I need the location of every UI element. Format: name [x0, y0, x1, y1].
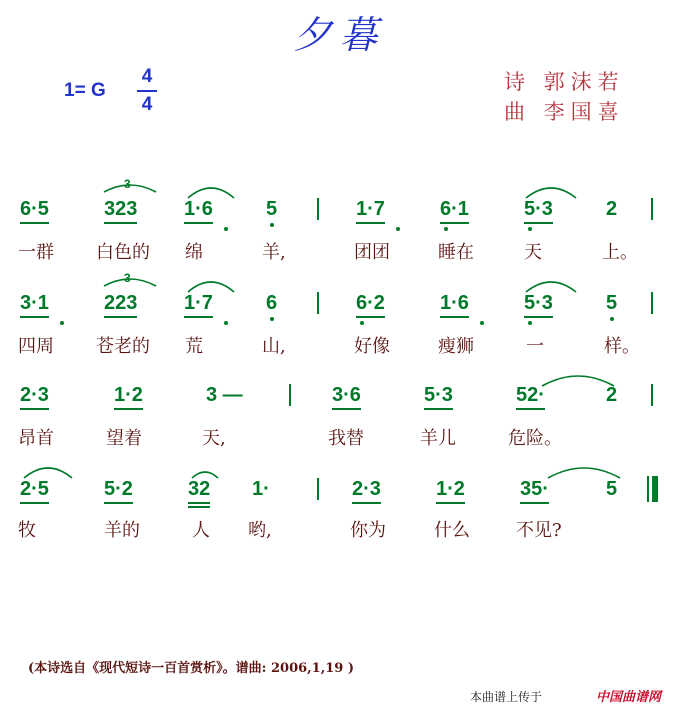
note-group: 5 — [266, 198, 277, 220]
site-logo[interactable]: 中国曲谱网 — [596, 690, 662, 705]
lyric: 你为 — [350, 520, 386, 541]
note-group: 5·2 — [104, 478, 133, 500]
lyric: 危险。 — [508, 428, 562, 449]
triplet-mark: 3 — [124, 271, 131, 285]
lyric: 瘦狮 — [438, 336, 474, 357]
note-group: 1·2 — [114, 384, 143, 406]
barline — [651, 292, 653, 314]
note-group: 1·6 — [440, 292, 469, 314]
note-group: 2 — [606, 198, 618, 220]
note-group: 1· — [252, 478, 270, 500]
song-title: 夕暮 — [293, 13, 386, 57]
note-group: 1·6 — [184, 198, 213, 220]
slur — [544, 460, 624, 480]
note-group: 223 — [104, 292, 137, 314]
note-group: 35· — [520, 478, 549, 500]
triplet-slur — [100, 174, 160, 196]
lyric: 团团 — [354, 242, 390, 263]
barline — [317, 198, 319, 220]
note-group: 5·3 — [524, 292, 553, 314]
lyric: 四周 — [18, 336, 54, 357]
note-group: 2·3 — [352, 478, 381, 500]
note-group: 3·6 — [332, 384, 361, 406]
note-group: 2 — [606, 384, 618, 406]
lyric: 睡在 — [438, 242, 474, 263]
meter-bar — [137, 90, 157, 92]
meter-bottom: 4 — [141, 94, 153, 115]
note-group: 6·5 — [20, 198, 49, 220]
composer-credit: 曲 李国喜 — [504, 100, 625, 124]
note-group: 5·3 — [524, 198, 553, 220]
slur — [184, 274, 238, 294]
note-group: 6 — [266, 292, 277, 314]
slur — [522, 180, 580, 200]
note-group: 32 — [188, 478, 210, 500]
note-group: 2·5 — [20, 478, 49, 500]
note-group: 3·1 — [20, 292, 49, 314]
triplet-mark: 3 — [124, 177, 131, 191]
lyric: 山, — [262, 336, 286, 357]
key-signature: 1= G — [64, 80, 106, 101]
lyric: 人 — [192, 520, 210, 541]
note-group: 5 — [606, 292, 617, 314]
barline — [289, 384, 291, 406]
meter-top: 4 — [141, 66, 153, 87]
lyric: 什么 — [434, 520, 470, 541]
lyric: 牧 — [18, 520, 36, 541]
lyric: 一群 — [18, 242, 54, 263]
lyric: 哟, — [248, 520, 272, 541]
final-barline-thick — [652, 476, 658, 502]
slur — [522, 274, 580, 294]
note-group: 6·2 — [356, 292, 385, 314]
note-group: 3 — — [206, 384, 243, 406]
lyric: 羊儿 — [420, 428, 456, 449]
lyric: 不见? — [516, 520, 562, 541]
note-group: 6·1 — [440, 198, 469, 220]
note-group: 5·3 — [424, 384, 453, 406]
lyric: 天 — [524, 242, 542, 263]
lyric: 白色的 — [96, 242, 150, 263]
lyric: 羊, — [262, 242, 286, 263]
triplet-slur — [100, 268, 160, 290]
lyric: 一 — [526, 336, 544, 357]
lyric: 天, — [202, 428, 226, 449]
note-group: 323 — [104, 198, 137, 220]
note-group: 2·3 — [20, 384, 49, 406]
slur — [20, 460, 76, 480]
barline — [651, 384, 653, 406]
barline — [317, 478, 319, 500]
final-barline-thin — [647, 476, 649, 502]
lyricist-credit: 诗 郭沫若 — [504, 70, 625, 94]
note-group: 52· — [516, 384, 545, 406]
time-signature — [136, 66, 158, 116]
upload-note: 本曲谱上传于 — [470, 690, 543, 704]
lyric: 望着 — [106, 428, 142, 449]
barline — [651, 198, 653, 220]
lyric: 苍老的 — [96, 336, 150, 357]
lyric: 上。 — [602, 242, 638, 263]
lyric: 我替 — [328, 428, 364, 449]
lyric: 羊的 — [104, 520, 140, 541]
lyric: 好像 — [354, 336, 390, 357]
source-note: (本诗选自《现代短诗一百首赏析》。谱曲: 2006,1,19 ) — [28, 661, 355, 676]
lyric: 荒 — [185, 336, 203, 357]
note-group: 1·7 — [356, 198, 385, 220]
lyric: 昂首 — [18, 428, 54, 449]
lyric: 绵 — [185, 242, 203, 263]
note-group: 1·7 — [184, 292, 213, 314]
note-group: 5 — [606, 478, 618, 500]
lyric: 样。 — [604, 336, 640, 357]
barline — [317, 292, 319, 314]
slur — [184, 180, 238, 200]
note-group: 1·2 — [436, 478, 465, 500]
